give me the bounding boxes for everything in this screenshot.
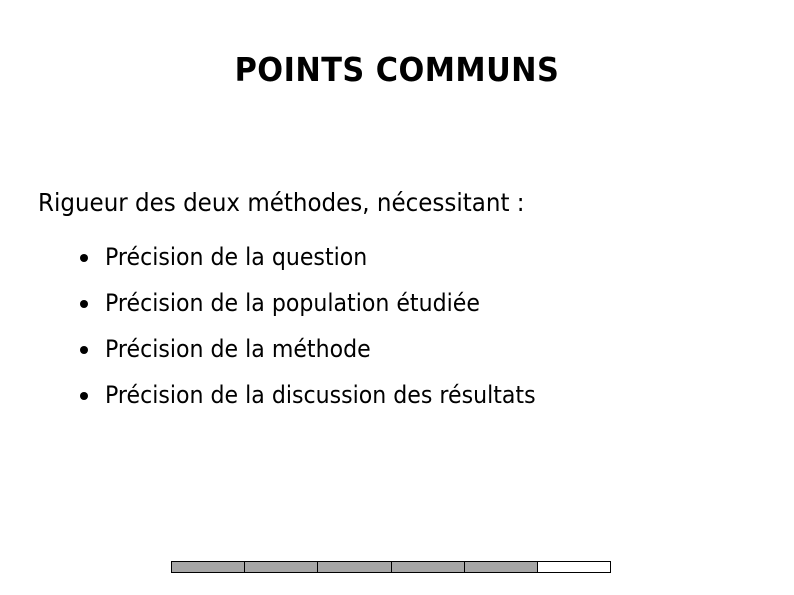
bullet-dot-icon bbox=[80, 346, 88, 354]
bullet-dot-icon bbox=[80, 392, 88, 400]
progress-segment-empty bbox=[538, 562, 610, 572]
bullet-dot-icon bbox=[80, 254, 88, 262]
bullet-text: Précision de la méthode bbox=[105, 335, 371, 363]
slide-progress-bar bbox=[171, 561, 611, 573]
progress-segment-filled bbox=[172, 562, 245, 572]
bullet-text: Précision de la question bbox=[105, 243, 368, 271]
bullet-text: Précision de la population étudiée bbox=[105, 289, 480, 317]
progress-segment-filled bbox=[465, 562, 538, 572]
bullet-text: Précision de la discussion des résultats bbox=[105, 381, 536, 409]
progress-segment-filled bbox=[318, 562, 391, 572]
slide-title: POINTS COMMUNS bbox=[234, 50, 560, 89]
bullet-dot-icon bbox=[80, 300, 88, 308]
intro-text: Rigueur des deux méthodes, nécessitant : bbox=[38, 188, 525, 217]
progress-segment-filled bbox=[392, 562, 465, 572]
progress-segment-filled bbox=[245, 562, 318, 572]
